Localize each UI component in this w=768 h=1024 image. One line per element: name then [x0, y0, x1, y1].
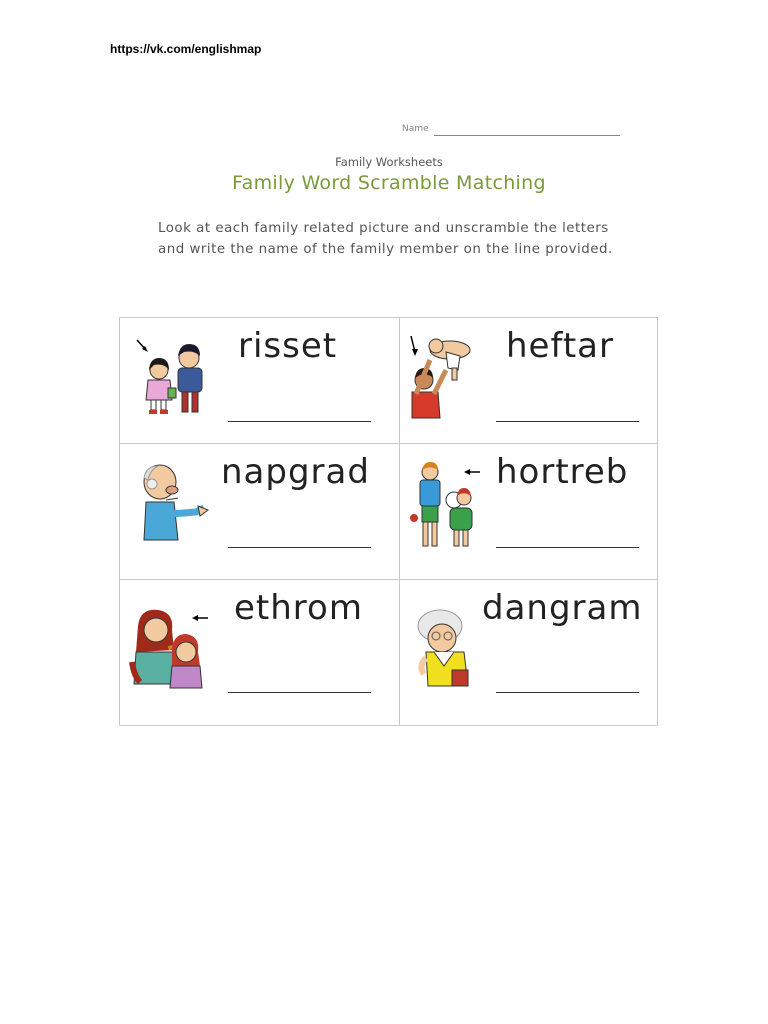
scramble-item-brother — [400, 444, 659, 579]
scrambled-word: dangram — [482, 588, 643, 628]
scrambled-word: ethrom — [234, 588, 363, 628]
scramble-item-grandpa — [120, 444, 399, 579]
answer-line[interactable] — [228, 692, 371, 693]
grandpa-icon — [138, 460, 210, 546]
answer-line[interactable] — [496, 421, 639, 422]
source-url: https://vk.com/englishmap — [110, 42, 262, 56]
scramble-item-grandma — [400, 580, 659, 727]
scrambled-word: risset — [238, 326, 338, 366]
answer-line[interactable] — [228, 421, 371, 422]
brother-icon — [412, 460, 492, 552]
mother-icon — [130, 606, 212, 690]
scrambled-word: hortreb — [496, 452, 629, 492]
father-icon — [406, 334, 486, 422]
answer-line[interactable] — [228, 547, 371, 548]
scrambled-word: napgrad — [221, 452, 370, 492]
word-scramble-grid — [119, 317, 658, 726]
name-line — [434, 135, 620, 136]
name-field[interactable] — [402, 124, 624, 138]
scramble-item-mother — [120, 580, 399, 727]
grandma-icon — [414, 608, 480, 688]
scramble-item-sister — [120, 318, 399, 443]
name-label: Name — [402, 124, 429, 134]
worksheet-subtitle: Family Worksheets — [335, 155, 443, 169]
scramble-item-father — [400, 318, 659, 443]
scrambled-word: heftar — [506, 326, 614, 366]
worksheet-title: Family Word Scramble Matching — [232, 172, 546, 194]
sister-icon — [134, 336, 214, 416]
answer-line[interactable] — [496, 547, 639, 548]
answer-line[interactable] — [496, 692, 639, 693]
instructions-text: Look at each family related picture and unscramble the letters and write the name of the family member on the line provided. — [158, 221, 613, 257]
